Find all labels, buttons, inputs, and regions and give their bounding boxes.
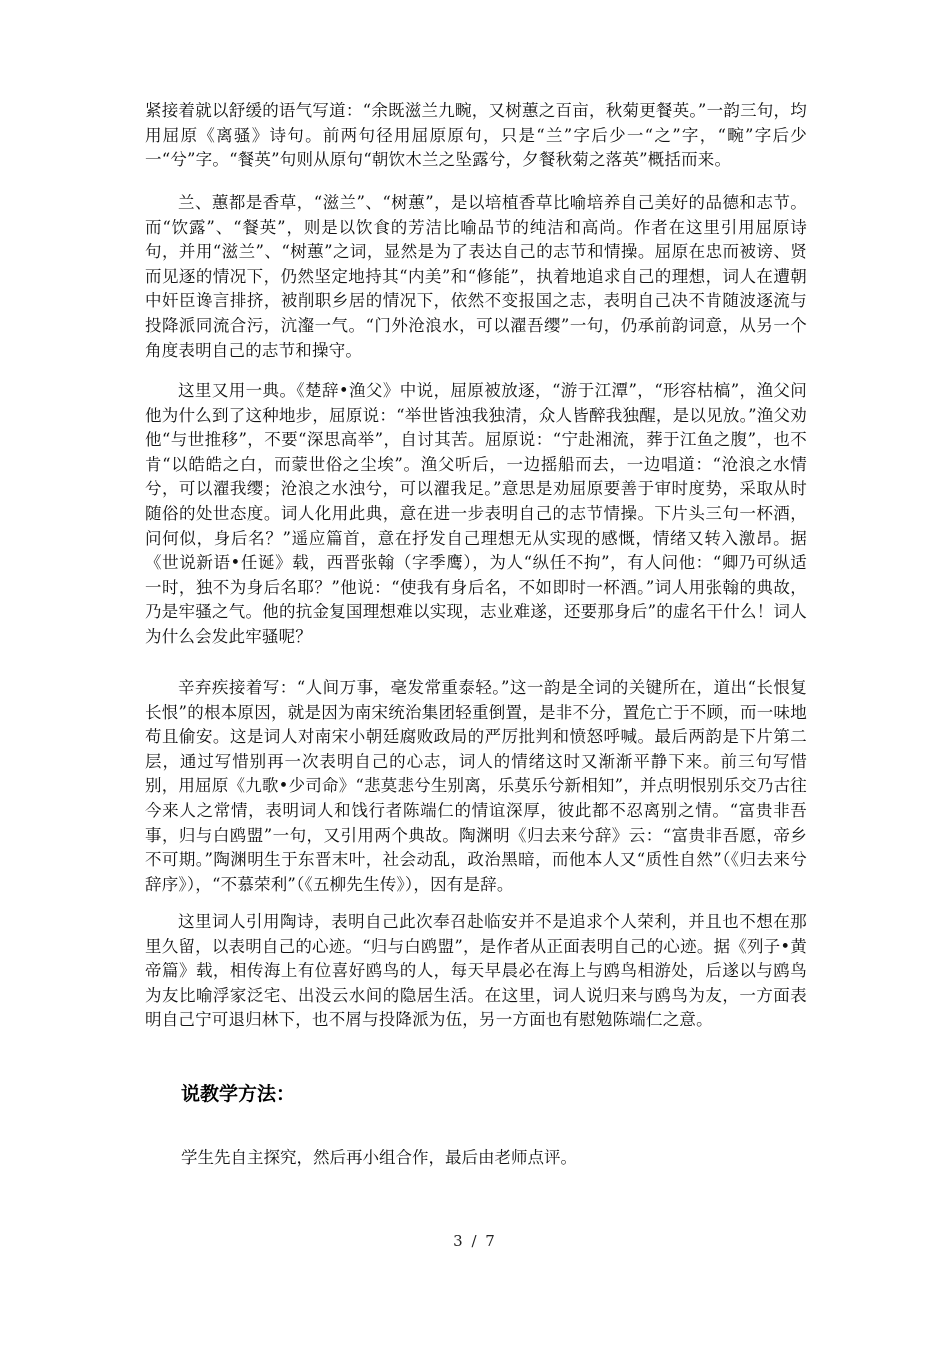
paragraph-5: 这里词人引用陶诗，表明自己此次奉召赴临安并不是追求个人荣利，并且也不想在那里久留，以表明自己的心迹。“归与白鸥盟”，是作者从正面表明自己的心迹。据《列子•黄帝篇》载，相传海上有位喜好鸥鸟的人，每天早晨必在海上与鸥鸟相游处，后遂以与鸥鸟为友比喻浮家泛宅、出没云水间的隐居生活。在这里，词人说归来与鸥鸟为友，一方面表明自己宁可退归林下，也不屑与投降派为伍，另一方面也有慰勉陈端仁之意。 [145, 912, 807, 1030]
page-number: 3 / 7 [453, 1232, 497, 1250]
teaching-method-text: 学生先自主探究，然后再小组合作，最后由老师点评。 [181, 1148, 577, 1167]
paragraph-4: 辛弃疾接着写：“人间万事，毫发常重泰轻。”这一韵是全词的关键所在，道出“长恨复长恨”的根本原因，就是因为南宋统治集团轻重倒置，是非不分，置危亡于不顾，而一味地苟且偷安。这是词人对南宋小朝廷腐败政局的严厉批判和愤怒呼喊。最后两韵是下片第二层，通过写惜别再一次表明自己的心志，词人的情绪这时又渐渐平静下来。前三句写惜别，用屈原《九歌•少司命》“悲莫悲兮生别离，乐莫乐兮新相知”，并点明恨别乐交乃古往今来人之常情，表明词人和饯行者陈端仁的情谊深厚，彼此都不忍离别之情。“富贵非吾事，归与白鸥盟”一句，又引用两个典故。陶渊明《归去来兮辞》云：“富贵非吾愿，帝乡不可期。”陶渊明生于东晋末叶，社会动乱，政治黑暗，而他本人又“质性自然”（《归去来兮辞序》），“不慕荣利”（《五柳先生传》），因有是辞。 [145, 678, 807, 894]
paragraph-3: 这里又用一典。《楚辞•渔父》中说，屈原被放逐，“游于江潭”，“形容枯槁”，渔父问他为什么到了这种地步，屈原说：“举世皆浊我独清，众人皆醉我独醒，是以见放。”渔父劝他“与世推移”，不要“深思高举”，自讨其苦。屈原说：“宁赴湘流，葬于江鱼之腹”，也不肯“以皓皓之白，而蒙世俗之尘埃”。渔父听后，一边摇船而去，一边唱道：“沧浪之水情兮，可以濯我缨；沧浪之水浊兮，可以濯我足。”意思是劝屈原要善于审时度势，采取从时随俗的处世态度。词人化用此典，意在进一步表明自己的志节情操。下片头三句一杯酒，问何似，身后名？”遥应篇首，意在抒发自己理想无从实现的感慨，情绪又转入激昂。据《世说新语•任诞》载，西晋张翰（字季鹰），为人“纵任不拘”，有人问他：“卿乃可纵适一时，独不为身后名耶？”他说：“使我有身后名，不如即时一杯酒。”词人用张翰的典故，乃是牢骚之气。他的抗金复国理想难以实现，志业难遂，还要那身后”的虚名干什么！词人为什么会发此牢骚呢？ [145, 381, 807, 646]
section-heading: 说教学方法： [181, 1083, 296, 1105]
paragraph-1: 紧接着就以舒缓的语气写道：“余既滋兰九畹，又树蕙之百亩，秋菊更餐英。”一韵三句，均用屈原《离骚》诗句。前两句径用屈原原句，只是“兰”字后少一“之”字，“畹”字后少一“兮”字。“餐英”句则从原句“朝饮木兰之坠露兮，夕餐秋菊之落英”概括而来。 [145, 101, 807, 170]
paragraph-2: 兰、蕙都是香草，“滋兰”、“树蕙”，是以培植香草比喻培养自己美好的品德和志节。而“饮露”、“餐英”，则是以饮食的芳洁比喻品节的纯洁和高尚。作者在这里引用屈原诗句，并用“滋兰”、“树蕙”之词，显然是为了表达自己的志节和情操。屈原在忠而被谤、贤而见逐的情况下，仍然坚定地持其“内美”和“修能”，执着地追求自己的理想，词人在遭朝中奸臣谗言排挤，被削职乡居的情况下，依然不变报国之志，表明自己决不肯随波逐流与投降派同流合污，沆瀣一气。“门外沧浪水，可以濯吾缨”一句，仍承前韵词意，从另一个角度表明自己的志节和操守。 [145, 193, 807, 360]
